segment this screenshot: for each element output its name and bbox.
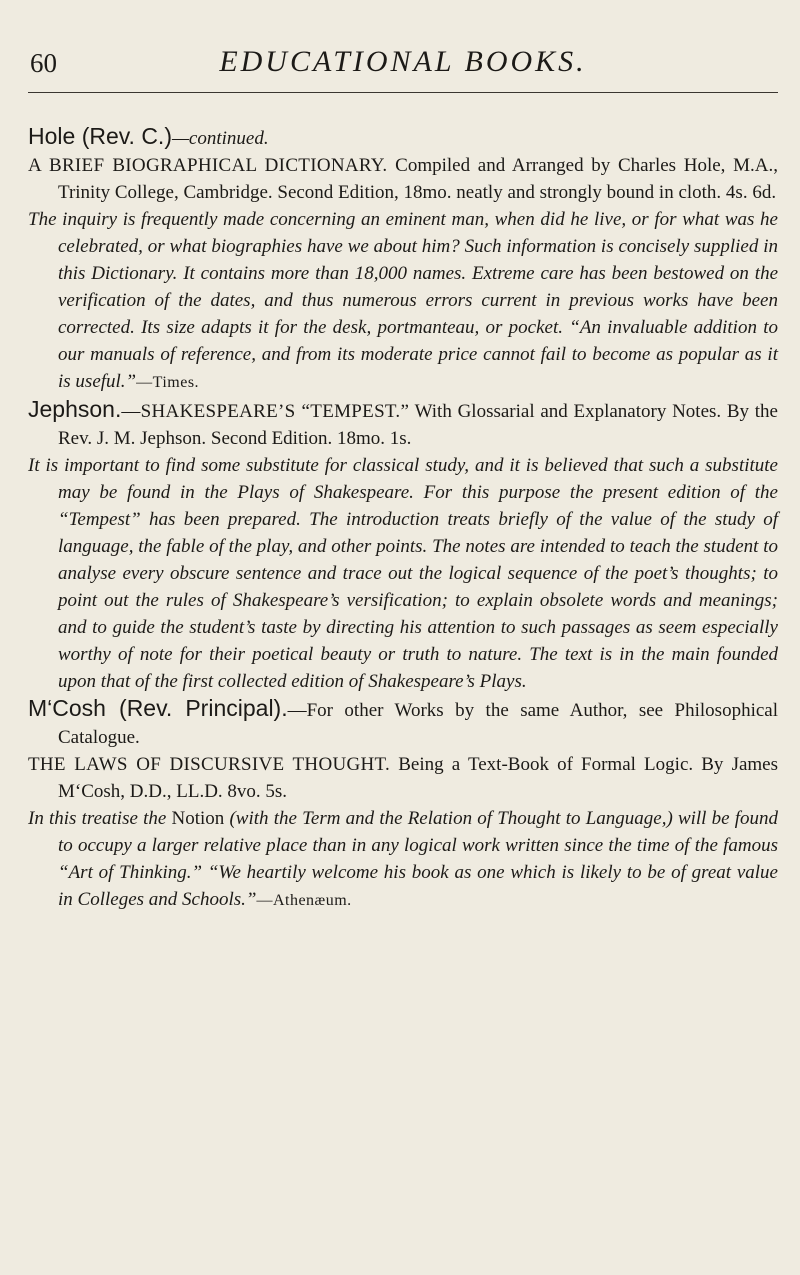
page-number: 60: [30, 48, 57, 78]
hole-review: [28, 206, 778, 396]
mcosh-author-entry: [28, 695, 778, 751]
mcosh-author-name: M‘Cosh (Rev. Principal).: [28, 695, 288, 721]
mcosh-review: [28, 805, 778, 914]
catalogue-content: [28, 93, 778, 914]
mcosh-entry: [28, 751, 778, 805]
mcosh-review-notion: Notion: [171, 808, 225, 829]
jephson-review: [28, 452, 778, 695]
mcosh-review-part2: (with the Term and the Relation of Thought to Language,) will be found to occupy a larger relative place than in any logical work written since the time of the famous “Art of Thinking.” “We heartily welcome his book as one which is likely to be of great value in Colleges and Schools.”: [58, 808, 779, 910]
mcosh-author-note: —For other Works by the same Author, see Philosophical Catalogue.: [58, 700, 778, 748]
hole-book-description: Compiled and Arranged by Charles Hole, M.A., Trinity College, Cambridge. Second Edition, 18mo. neatly and strongly bound in cloth. 4s. 6d.: [58, 155, 778, 203]
hole-review-source: —Times.: [136, 374, 200, 391]
mcosh-book-title: THE LAWS OF DISCURSIVE THOUGHT.: [28, 754, 391, 775]
hole-book-title: A BRIEF BIOGRAPHICAL DICTIONARY.: [28, 155, 388, 176]
hole-entry: [28, 152, 778, 206]
jephson-author-name: Jephson.: [28, 396, 122, 422]
hole-author-name: Hole (Rev. C.): [28, 123, 172, 149]
jephson-review-text: It is important to find some substitute for classical study, and it is believed that such a substitute may be found in the Plays of Shakespeare. For this purpose the present edition of the “Tempest” has been prepared. The introduction treats briefly of the value of the study of language, the fable of the play, and other points. The notes are intended to teach the student to analyse every obscure sentence and trace out the logical sequence of the poet’s thoughts; to point out the rules of Shakespeare’s versification; to explain obsolete words and meanings; and to guide the student’s taste by directing his attention to such passages as seem especially worthy of note for their poetical beauty or truth to nature. The text is in the main founded upon that of the first collected edition of Shakespeare’s Plays.: [28, 455, 778, 692]
jephson-entry: [28, 396, 778, 452]
hole-continued-label: —continued.: [172, 128, 269, 149]
running-head: [28, 30, 778, 93]
hole-review-text: The inquiry is frequently made concerning an eminent man, when did he live, or for what was he celebrated, or what biographies have we about him? Such information is concisely supplied in this Dictionary. It contains more than 18,000 names. Extreme care has been bestowed on the verification of the dates, and thus numerous errors current in previous works have been corrected. Its size adapts it for the desk, portmanteau, or pocket. “An invaluable addition to our manuals of reference, and from its moderate price cannot fail to become as popular as it is useful.”: [28, 209, 778, 392]
mcosh-book-description: Being a Text-Book of Formal Logic. By James M‘Cosh, D.D., LL.D. 8vo. 5s.: [58, 754, 778, 802]
mcosh-review-part1: In this treatise the: [28, 808, 167, 829]
hole-author-heading: [28, 123, 778, 152]
jephson-book-description: With Glossarial and Explanatory Notes. By the Rev. J. M. Jephson. Second Edition. 18mo. 1s.: [58, 401, 778, 449]
mcosh-review-source: —Athenæum.: [256, 892, 352, 909]
jephson-book-title: —SHAKESPEARE’S “TEMPEST.”: [121, 401, 410, 422]
running-head-title: EDUCATIONAL BOOKS.: [219, 45, 587, 78]
